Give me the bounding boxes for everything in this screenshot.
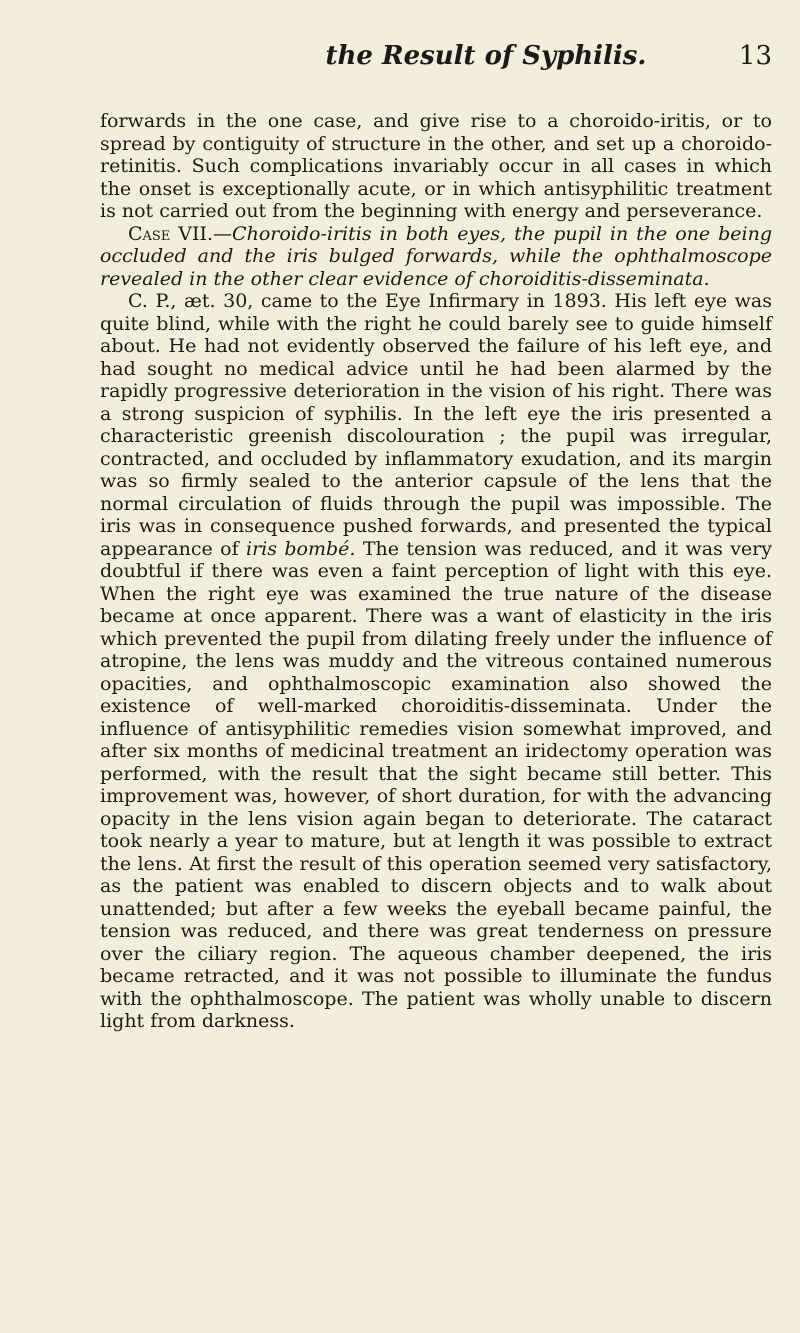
case-title: Choroido-iritis in both eyes, the pupil in the one being occluded and the iris bulged forwards, while the ophthalmoscope revealed in the other clear evidence of choroiditis-disseminata.: [100, 222, 772, 290]
case-dash: —: [213, 222, 233, 245]
iris-bombe-term: iris bombé.: [246, 537, 356, 560]
running-title: the Result of Syphilis.: [325, 41, 647, 71]
body-text: [100, 110, 772, 1033]
case-description: [100, 290, 772, 1033]
page-number: 13: [738, 41, 772, 71]
case-text-part-2: The tension was reduced, and it was very doubtful if there was even a faint perception of light with this eye. When the right eye was examined the true nature of the disease became at once apparent. There was a want of elasticity in the iris which prevented the pupil from dilating freely under the influence of atropine, the lens was muddy and the vitreous contained numerous opacities, and ophthalmoscopic examination also showed the existence of well-marked choroiditis-disseminata. Under the influence of antisyphilitic remedies vision somewhat improved, and after six months of medicinal treatment an iridectomy operation was performed, with the result that the sight became still better. This improvement was, however, of short duration, for with the advancing opacity in the lens vision again began to deteriorate. The cataract took nearly a year to mature, but at length it was possible to extract the lens. At first the result of this operation seemed very satisfactory, as the patient was enabled to discern objects and to walk about unattended; but after a few weeks the eyeball became painful, the tension was reduced, and there was great tenderness on pressure over the ciliary region. The aqueous chamber deepened, the iris became retracted, and it was not possible to illuminate the fundus with the ophthalmoscope. The patient was wholly unable to discern light from darkness.: [100, 537, 772, 1032]
running-head: [100, 36, 772, 76]
case-text-part-1: C. P., æt. 30, came to the Eye Infirmary in 1893. His left eye was quite blind, while with the right he could barely see to guide himself about. He had not evidently observed the failure of his left eye, and had sought no medical advice until he had been alarmed by the rapidly progressive deterioration in the vision of his right. There was a strong suspicion of syphilis. In the left eye the iris presented a characteristic greenish discolouration ; the pupil was irregular, contracted, and occluded by inflammatory exudation, and its margin was so firmly sealed to the anterior capsule of the lens that the normal circulation of fluids through the pupil was impossible. The iris was in consequence pushed forwards, and presented the typical appearance of: [100, 290, 772, 560]
paragraph-continuation: forwards in the one case, and give rise to a choroido-iritis, or to spread by contiguity of structure in the other, and set up a choroido-retinitis. Such complications invariably occur in all cases in which the onset is exceptionally acute, or in which antisyphilitic treatment is not carried out from the beginning with energy and perseverance.: [100, 110, 772, 222]
case-label: Case VII.: [128, 222, 214, 245]
case-heading: [100, 223, 772, 291]
